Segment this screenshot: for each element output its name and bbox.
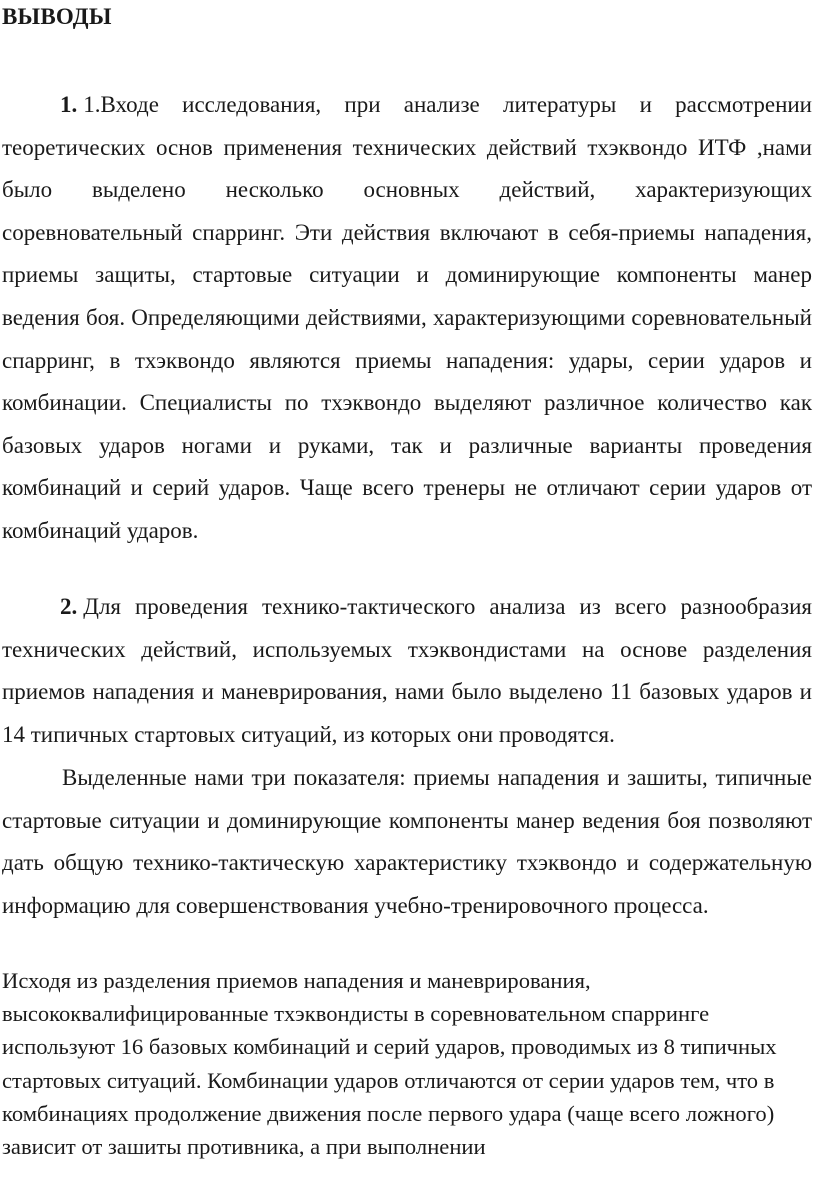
paragraph-1 — [2, 84, 812, 553]
paragraph-1-text: 1.Входе исследования, при анализе литературы и рассмотрении теоретических основ применения технических действий тхэквондо ИТФ ,нами было выделено несколько основных действий, характеризующих соревновательный спарринг. Эти действия включают в себя-приемы нападения, приемы защиты, стартовые ситуации и доминирующие компоненты манер ведения боя. Определяющими действиями, характеризующими соревновательный спарринг, в тхэквондо являются приемы нападения: удары, серии ударов и комбинации. Специалисты по тхэквондо выделяют различное количество как базовых ударов ногами и руками, так и различные варианты проведения комбинаций и серий ударов. Чаще всего тренеры не отличают серии ударов от комбинаций ударов. — [2, 92, 812, 543]
paragraph-1-number: 1. — [60, 92, 78, 117]
paragraph-3-text: Выделенные нами три показателя: приемы нападения и зашиты, типичные стартовые ситуации и доминирующие компоненты манер ведения боя позволяют дать общую технико-тактическую характеристику тхэквондо и содержательную информацию для совершенствования учебно-тренировочного процесса. — [2, 765, 812, 918]
page-title: ВЫВОДЫ — [2, 4, 112, 29]
paragraph-2-text: Для проведения технико-тактического анализа из всего разнообразия технических действий, используемых тхэквондистами на основе разделения приемов нападения и маневрирования, нами было выделено 11 базовых ударов и 14 типичных стартовых ситуаций, из которых они проводятся. — [2, 594, 812, 747]
paragraph-2-number: 2. — [60, 594, 78, 619]
paragraph-3 — [2, 757, 812, 927]
paragraph-2 — [2, 586, 812, 756]
paragraph-4-text: Исходя из разделения приемов нападения и маневрирования, высококвалифицированные тхэквондисты в соревновательном спарринге используют 16 базовых комбинаций и серий ударов, проводимых из 8 типичных стартовых ситуаций. Комбинации ударов отличаются от серии ударов тем, что в комбинациях продолжение движения после первого удара (чаще всего ложного) зависит от зашиты противника, а при выполнении — [2, 968, 777, 1160]
paragraph-4 — [2, 964, 812, 1163]
